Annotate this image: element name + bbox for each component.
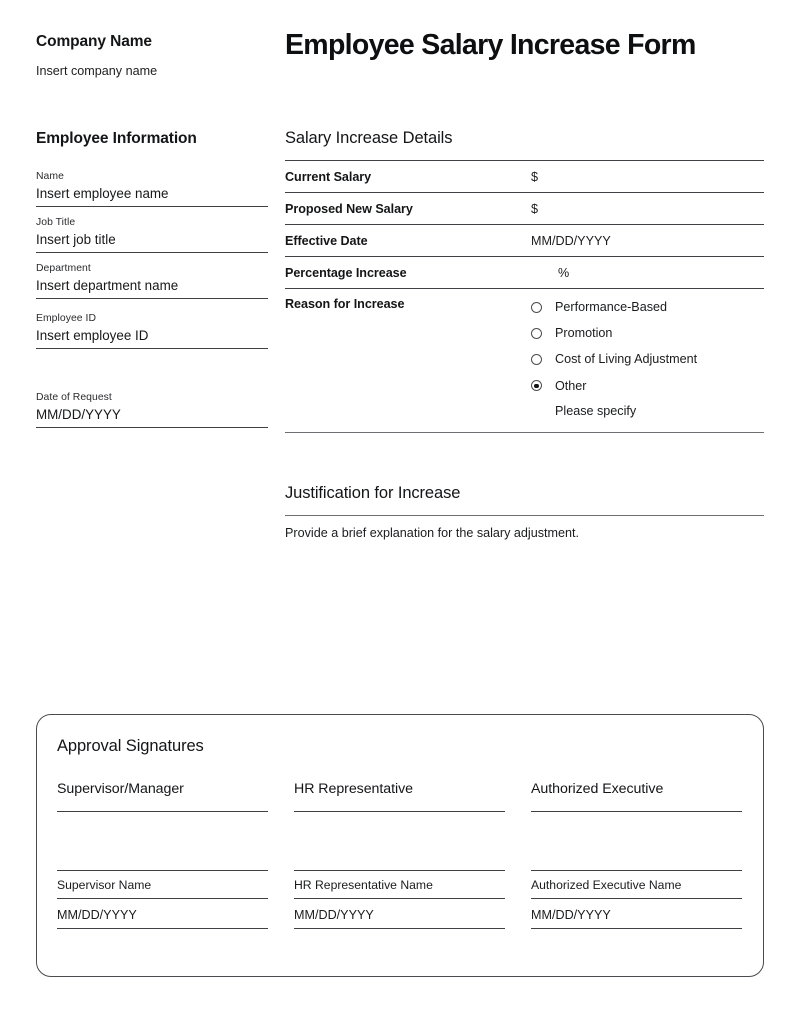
company-name-input[interactable]: Insert company name — [36, 64, 158, 78]
signature-role-supervisor: Supervisor/Manager — [57, 781, 184, 797]
field-department-underline — [36, 298, 268, 299]
signature-date-line-hr — [294, 928, 505, 929]
signature-date-line-supervisor — [57, 928, 268, 929]
radio-label-performance-based: Performance-Based — [555, 300, 667, 315]
row-value-effective-date[interactable]: MM/DD/YYYY — [531, 233, 611, 248]
field-department[interactable] — [36, 262, 268, 299]
radio-unchecked-icon[interactable] — [531, 328, 542, 339]
radio-unchecked-icon[interactable] — [531, 302, 542, 313]
justification-textarea[interactable]: Provide a brief explanation for the salary adjustment. — [285, 526, 580, 540]
row-label-percentage-increase: Percentage Increase — [285, 265, 407, 280]
signature-name-hr[interactable]: HR Representative Name — [294, 878, 433, 892]
signature-name-supervisor[interactable]: Supervisor Name — [57, 878, 152, 892]
field-employee-id-underline — [36, 348, 268, 349]
page-title: Employee Salary Increase Form — [285, 29, 696, 61]
table-row-percentage-increase — [285, 256, 764, 288]
employee-information-heading: Employee Information — [36, 130, 197, 147]
row-label-current-salary: Current Salary — [285, 169, 372, 184]
signature-column-supervisor — [57, 780, 268, 929]
signature-space-executive[interactable] — [531, 812, 742, 870]
field-employee-id-label: Employee ID — [36, 313, 97, 324]
field-job-title-label: Job Title — [36, 217, 76, 228]
signature-space-supervisor[interactable] — [57, 812, 268, 870]
field-employee-id[interactable] — [36, 312, 268, 349]
row-label-effective-date: Effective Date — [285, 233, 368, 248]
approval-signatures-heading: Approval Signatures — [57, 737, 204, 755]
signature-column-executive — [531, 780, 742, 929]
field-name-underline — [36, 206, 268, 207]
table-row-reason-for-increase — [285, 288, 764, 432]
signature-date-executive[interactable]: MM/DD/YYYY — [531, 908, 611, 922]
row-label-reason-for-increase: Reason for Increase — [285, 297, 405, 311]
field-job-title-input[interactable]: Insert job title — [36, 232, 116, 247]
field-name[interactable] — [36, 170, 268, 207]
field-job-title[interactable] — [36, 216, 268, 253]
table-row-effective-date — [285, 224, 764, 256]
table-row-current-salary — [285, 160, 764, 192]
field-department-input[interactable]: Insert department name — [36, 278, 179, 293]
radio-label-other: Other — [555, 378, 587, 393]
table-row-proposed-new-salary — [285, 192, 764, 224]
signature-date-hr[interactable]: MM/DD/YYYY — [294, 908, 374, 922]
other-specify-input[interactable]: Please specify — [555, 403, 637, 418]
field-date-of-request[interactable] — [36, 391, 268, 428]
field-employee-id-input[interactable]: Insert employee ID — [36, 328, 149, 343]
field-name-label: Name — [36, 171, 64, 182]
radio-label-promotion: Promotion — [555, 326, 613, 341]
field-date-of-request-label: Date of Request — [36, 392, 112, 403]
justification-heading: Justification for Increase — [285, 484, 461, 502]
salary-increase-details-heading: Salary Increase Details — [285, 129, 453, 147]
reason-radio-group — [531, 289, 697, 432]
radio-unchecked-icon[interactable] — [531, 354, 542, 365]
row-value-current-salary[interactable]: $ — [531, 169, 539, 184]
row-value-percentage-increase[interactable]: % — [558, 265, 570, 280]
signature-date-line-executive — [531, 928, 742, 929]
company-name-label: Company Name — [36, 33, 152, 50]
field-date-of-request-input[interactable]: MM/DD/YYYY — [36, 407, 121, 422]
signature-name-executive[interactable]: Authorized Executive Name — [531, 878, 682, 892]
row-label-proposed-new-salary: Proposed New Salary — [285, 201, 413, 216]
justification-rule — [285, 515, 764, 516]
field-date-of-request-underline — [36, 427, 268, 428]
signature-date-supervisor[interactable]: MM/DD/YYYY — [57, 908, 137, 922]
row-value-proposed-new-salary[interactable]: $ — [531, 201, 539, 216]
salary-increase-details-table — [285, 160, 764, 433]
signature-role-executive: Authorized Executive — [531, 781, 664, 797]
radio-option-other[interactable] — [531, 373, 697, 399]
radio-checked-icon[interactable] — [531, 380, 542, 391]
radio-label-cost-of-living-adjustment: Cost of Living Adjustment — [555, 352, 698, 367]
field-name-input[interactable]: Insert employee name — [36, 186, 169, 201]
signature-column-hr — [294, 780, 505, 929]
details-table-bottom-rule — [285, 432, 764, 433]
radio-option-performance-based[interactable] — [531, 294, 697, 320]
radio-option-cost-of-living-adjustment[interactable] — [531, 346, 697, 372]
field-job-title-underline — [36, 252, 268, 253]
signature-role-hr: HR Representative — [294, 781, 414, 797]
signature-space-hr[interactable] — [294, 812, 505, 870]
field-department-label: Department — [36, 263, 91, 274]
radio-option-promotion[interactable] — [531, 320, 697, 346]
